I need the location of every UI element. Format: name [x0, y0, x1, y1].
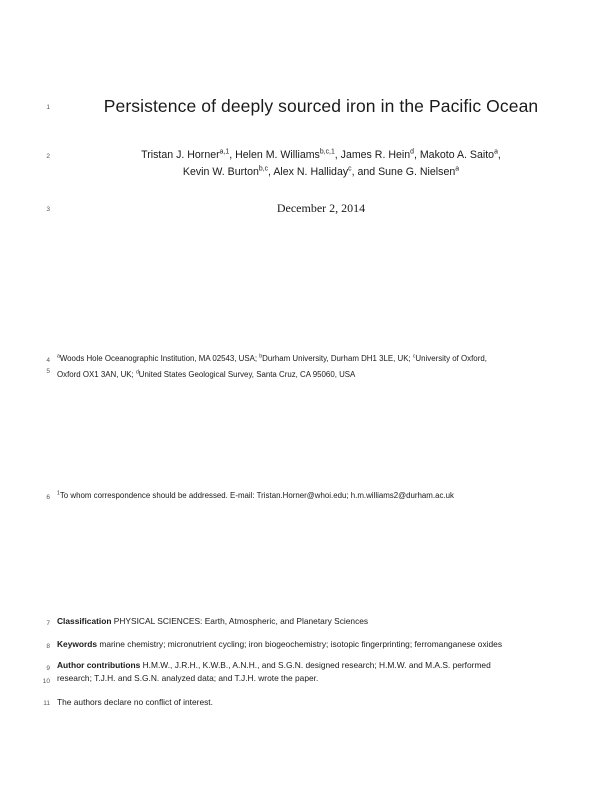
author-separator: ,	[334, 149, 341, 161]
author-name: Tristan J. Horner	[141, 149, 220, 161]
paper-title: Persistence of deeply sourced iron in the Pacific Ocean	[103, 96, 539, 116]
affiliation-text: Oxford OX1 3AN, UK;	[57, 370, 136, 379]
author-separator: , and	[351, 166, 379, 178]
affiliation-text: Durham University, Durham DH1 3LE, UK;	[262, 354, 413, 363]
footnote-mark: 1	[57, 490, 60, 497]
affiliation-line	[57, 351, 567, 367]
line-number: 11	[43, 700, 50, 707]
author-name: James R. Hein	[340, 149, 411, 161]
affiliation-text: Woods Hole Oceanographic Institution, MA 02543, USA;	[59, 354, 260, 363]
line-number: 4	[46, 357, 50, 364]
affiliation-line	[57, 367, 567, 383]
author-separator: ,	[413, 149, 420, 161]
author-name: Makoto A. Saito	[419, 149, 495, 161]
author-affiliation-mark: b,c,1	[319, 148, 335, 156]
keywords-label: Keywords	[57, 639, 98, 649]
author-list	[60, 147, 582, 181]
keywords-text: marine chemistry; micronutrient cycling; iron biogeochemistry; isotopic fingerprinting; ferromanganese oxides	[97, 639, 503, 649]
author-affiliation-mark: b,c	[258, 165, 269, 173]
author-separator: ,	[229, 149, 236, 161]
correspondence-note	[57, 488, 567, 504]
line-number: 5	[46, 368, 50, 375]
affiliation-text: University of Oxford,	[415, 354, 487, 363]
author-affiliation-mark: a	[455, 165, 460, 173]
affiliation-mark: b	[259, 353, 263, 360]
affiliation-mark: a	[57, 353, 60, 360]
classification-text: PHYSICAL SCIENCES: Earth, Atmospheric, and Planetary Sciences	[111, 616, 369, 626]
contributions-line	[57, 659, 567, 672]
line-number: 2	[46, 153, 50, 160]
affiliation-mark: c	[412, 353, 416, 360]
author-name: Sune G. Nielsen	[378, 166, 456, 178]
line-number: 7	[46, 620, 50, 627]
author-name: Kevin W. Burton	[182, 166, 259, 178]
contributions-text: H.M.W., J.R.H., K.W.B., A.N.H., and S.G.N. designed research; H.M.W. and M.A.S. performed	[140, 660, 491, 670]
line-number: 8	[46, 643, 50, 650]
affiliation-mark: d	[135, 369, 139, 376]
author-line	[60, 147, 582, 164]
conflict-statement: The authors declare no conflict of interest.	[57, 697, 213, 707]
author-affiliation-mark: d	[410, 148, 414, 156]
affiliations	[57, 351, 567, 383]
line-number: 3	[46, 206, 50, 213]
author-affiliation-mark: a	[494, 148, 498, 156]
affiliation-text: United States Geological Survey, Santa Cruz, CA 95060, USA	[138, 370, 356, 379]
author-affiliation-mark: a,1	[219, 148, 230, 156]
author-affiliation-mark: c	[348, 165, 352, 173]
line-number: 10	[42, 678, 50, 685]
correspondence-text: To whom correspondence should be addressed. E-mail: Tristan.Horner@whoi.edu; h.m.williams2@durham.ac.uk	[59, 491, 454, 500]
line-number: 6	[46, 494, 50, 501]
author-separator: ,	[268, 166, 274, 178]
keywords	[57, 637, 567, 652]
contributions-line: research; T.J.H. and S.G.N. analyzed data; and T.J.H. wrote the paper.	[57, 673, 319, 683]
paper-date: December 2, 2014	[276, 201, 366, 215]
author-line	[60, 164, 582, 181]
line-number: 1	[46, 104, 50, 111]
author-name: Alex N. Halliday	[273, 166, 349, 178]
classification-label: Classification	[57, 616, 112, 626]
line-number: 9	[46, 665, 50, 672]
classification	[57, 614, 567, 629]
contributions-label: Author contributions	[57, 660, 141, 670]
author-separator: ,	[497, 149, 501, 161]
author-name: Helen M. Williams	[235, 149, 320, 161]
author-contributions	[57, 659, 567, 685]
